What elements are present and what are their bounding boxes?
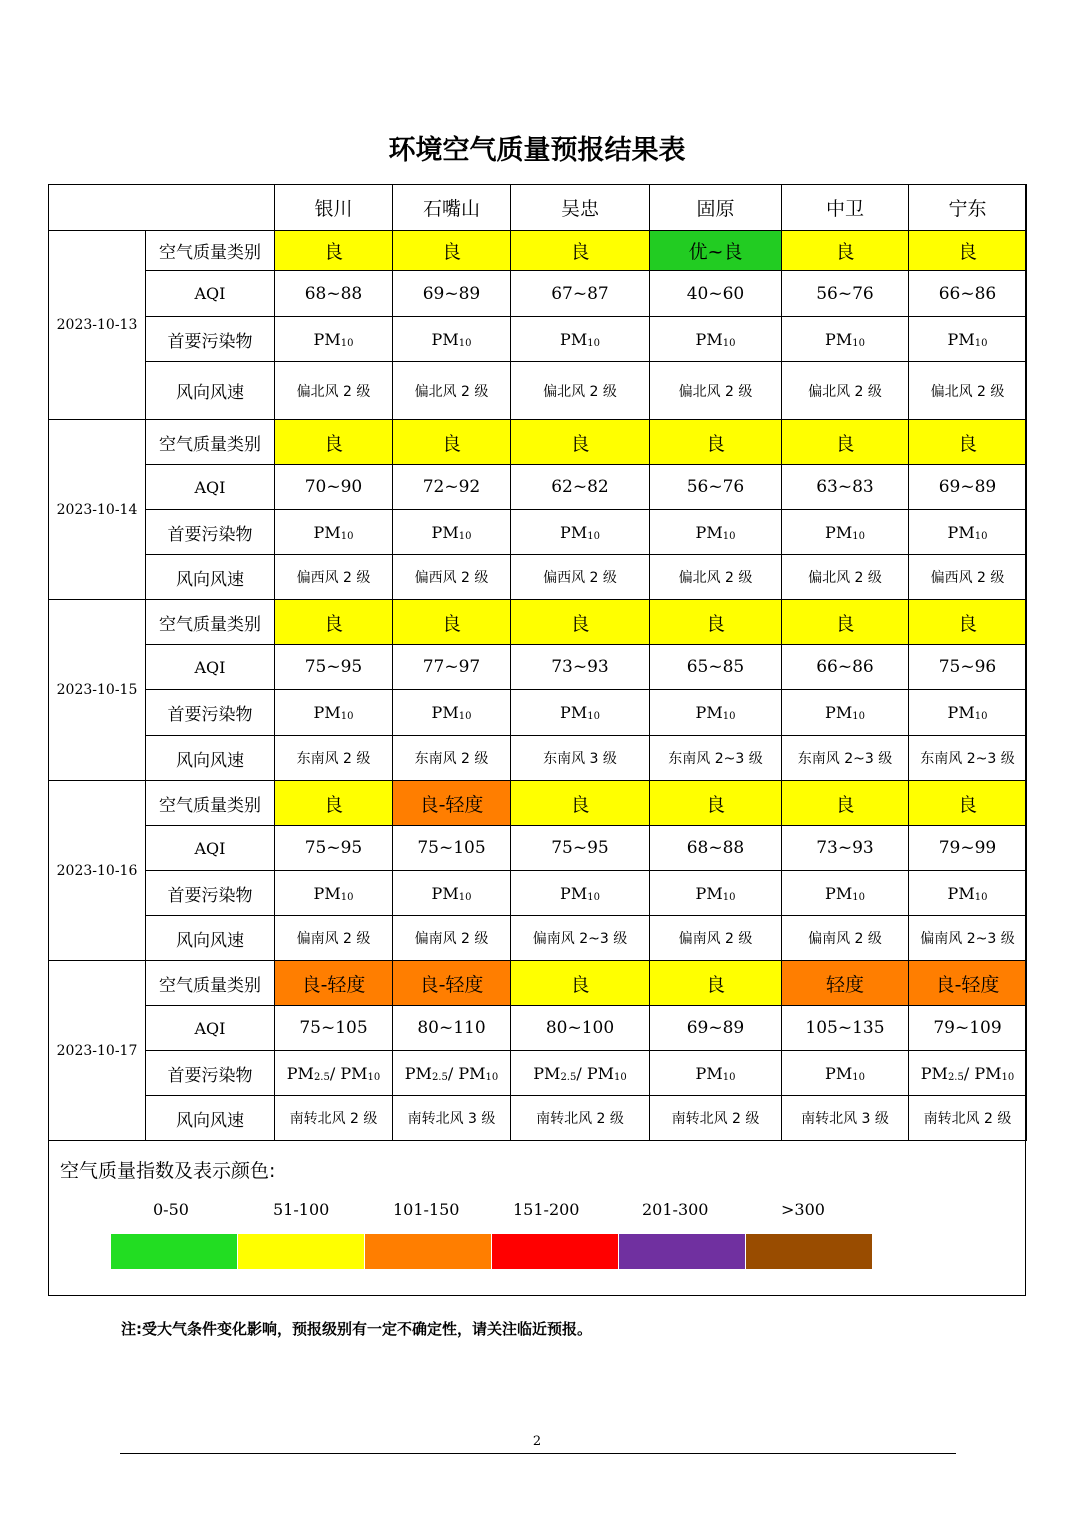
- aqi-cell: 69~89: [909, 465, 1027, 510]
- wind-cell: 偏西风 2 级: [511, 555, 650, 600]
- legend-range-label: 151-200: [513, 1200, 580, 1219]
- city-header: 宁东: [909, 185, 1027, 231]
- row-label-wind: 风向风速: [146, 555, 275, 600]
- aqi-cell: 75~95: [275, 645, 393, 690]
- page-number: 2: [532, 1434, 542, 1449]
- pollutant-subscript: 10: [722, 530, 736, 542]
- pollutant-subscript: 10: [340, 530, 354, 542]
- grade-cell: 良: [393, 420, 511, 465]
- pollutant-subscript: 2.5: [313, 1071, 330, 1083]
- city-header: 固原: [650, 185, 782, 231]
- pollutant-name: PM: [695, 329, 723, 349]
- wind-cell: 偏南风 2 级: [275, 916, 393, 961]
- wind-cell: 偏北风 2 级: [275, 362, 393, 420]
- grade-cell: 良: [782, 231, 909, 271]
- pollutant-subscript: 10: [974, 337, 988, 349]
- aqi-cell: 75~105: [275, 1006, 393, 1051]
- pollutant-name: PM: [560, 329, 588, 349]
- grade-cell: 良: [909, 231, 1027, 271]
- row-label-aqi: AQI: [146, 271, 275, 317]
- wind-cell: 偏北风 2 级: [909, 362, 1027, 420]
- pollutant-subscript: 10: [458, 891, 472, 903]
- aqi-cell: 62~82: [511, 465, 650, 510]
- pollutant-name: PM: [695, 883, 723, 903]
- wind-cell: 南转北风 2 级: [909, 1096, 1027, 1141]
- wind-cell: 南转北风 2 级: [650, 1096, 782, 1141]
- wind-cell: 南转北风 2 级: [275, 1096, 393, 1141]
- grade-cell: 良-轻度: [393, 781, 511, 826]
- grade-cell: 良-轻度: [275, 961, 393, 1006]
- legend-color-swatch: [492, 1234, 618, 1269]
- pollutant-subscript: 10: [367, 1071, 381, 1083]
- grade-cell: 良: [275, 231, 393, 271]
- pollutant-subscript: 10: [485, 1071, 499, 1083]
- pollutant-subscript: 10: [852, 891, 865, 903]
- aqi-cell: 77~97: [393, 645, 511, 690]
- grade-cell: 良: [650, 600, 782, 645]
- grade-cell: 良: [782, 781, 909, 826]
- wind-cell: 偏北风 2 级: [650, 362, 782, 420]
- pollutant-name: / PM: [963, 1063, 1002, 1083]
- grade-cell: 优~良: [650, 231, 782, 271]
- page-title: 环境空气质量预报结果表: [388, 135, 686, 166]
- pollutant-name: PM: [825, 883, 853, 903]
- aqi-cell: 73~93: [782, 826, 909, 871]
- aqi-cell: 75~95: [275, 826, 393, 871]
- aqi-cell: 75~95: [511, 826, 650, 871]
- pollutant-name: PM: [825, 703, 853, 722]
- pollutant-name: PM: [825, 329, 853, 349]
- wind-cell: 南转北风 2 级: [511, 1096, 650, 1141]
- pollutant-name: PM: [947, 329, 975, 349]
- row-label-wind: 风向风速: [146, 362, 275, 420]
- pollutant-subscript: 10: [340, 711, 354, 722]
- pollutant-name: PM: [313, 703, 341, 722]
- grade-cell: 良: [782, 600, 909, 645]
- legend-range-label: 0-50: [153, 1200, 189, 1219]
- aqi-cell: 63~83: [782, 465, 909, 510]
- aqi-cell: 68~88: [275, 271, 393, 317]
- pollutant-subscript: 10: [587, 530, 600, 542]
- wind-cell: 偏北风 2 级: [782, 362, 909, 420]
- date-cell: 2023-10-15: [49, 600, 146, 781]
- wind-cell: 偏西风 2 级: [393, 555, 511, 600]
- row-label-grade: 空气质量类别: [146, 231, 275, 271]
- pollutant-name: PM: [431, 703, 459, 722]
- pollutant-subscript: 10: [340, 891, 354, 903]
- pollutant-subscript: 10: [722, 1071, 736, 1083]
- grade-cell: 良: [511, 420, 650, 465]
- pollutant-name: PM: [560, 703, 588, 722]
- wind-cell: 东南风 2~3 级: [909, 736, 1027, 781]
- aqi-cell: 72~92: [393, 465, 511, 510]
- grade-cell: 良: [511, 961, 650, 1006]
- aqi-cell: 69~89: [393, 271, 511, 317]
- pollutant-name: PM: [286, 1063, 314, 1083]
- grade-cell: 良: [650, 961, 782, 1006]
- pollutant-subscript: 10: [613, 1071, 627, 1083]
- pollutant-name: PM: [695, 703, 723, 722]
- legend-color-swatch: [111, 1234, 237, 1269]
- pollutant-name: PM: [404, 1063, 432, 1083]
- grade-cell: 良: [393, 231, 511, 271]
- pollutant-subscript: 10: [974, 711, 988, 722]
- pollutant-name: PM: [431, 522, 459, 542]
- row-label-wind: 风向风速: [146, 916, 275, 961]
- row-label-grade: 空气质量类别: [146, 961, 275, 1006]
- grade-cell: 良: [909, 781, 1027, 826]
- grade-cell: 良: [511, 231, 650, 271]
- pollutant-name: / PM: [576, 1063, 614, 1083]
- legend-range-label: 51-100: [273, 1200, 330, 1219]
- pollutant-subscript: 10: [974, 891, 988, 903]
- legend-title: 空气质量指数及表示颜色:: [60, 1160, 276, 1182]
- pollutant-subscript: 10: [722, 337, 736, 349]
- row-label-aqi: AQI: [146, 1006, 275, 1051]
- grade-cell: 良: [650, 420, 782, 465]
- pollutant-subscript: 2.5: [431, 1071, 448, 1083]
- row-label-aqi: AQI: [146, 826, 275, 871]
- grade-cell: 轻度: [782, 961, 909, 1006]
- grade-cell: 良: [393, 600, 511, 645]
- grade-cell: 良: [275, 781, 393, 826]
- aqi-cell: 79~99: [909, 826, 1027, 871]
- wind-cell: 偏北风 2 级: [393, 362, 511, 420]
- row-label-aqi: AQI: [146, 465, 275, 510]
- pollutant-subscript: 10: [852, 1071, 865, 1083]
- grade-cell: 良: [909, 600, 1027, 645]
- wind-cell: 偏南风 2 级: [393, 916, 511, 961]
- city-header: 吴忠: [511, 185, 650, 231]
- aqi-cell: 75~96: [909, 645, 1027, 690]
- pollutant-name: PM: [533, 1063, 561, 1083]
- row-label-pollutant: 首要污染物: [146, 1051, 275, 1096]
- aqi-cell: 80~100: [511, 1006, 650, 1051]
- wind-cell: 偏南风 2 级: [650, 916, 782, 961]
- legend-range-label: >300: [781, 1200, 825, 1219]
- table-frame: [48, 184, 1026, 1296]
- pollutant-name: PM: [313, 329, 341, 349]
- row-label-grade: 空气质量类别: [146, 781, 275, 826]
- grade-cell: 良: [511, 600, 650, 645]
- date-cell: 2023-10-14: [49, 420, 146, 600]
- row-label-pollutant: 首要污染物: [146, 690, 275, 736]
- aqi-cell: 67~87: [511, 271, 650, 317]
- grade-cell: 良-轻度: [393, 961, 511, 1006]
- wind-cell: 偏南风 2~3 级: [909, 916, 1027, 961]
- pollutant-subscript: 10: [458, 711, 472, 722]
- city-header: 石嘴山: [393, 185, 511, 231]
- pollutant-subscript: 10: [974, 530, 988, 542]
- legend-range-label: 201-300: [642, 1200, 709, 1219]
- wind-cell: 南转北风 3 级: [393, 1096, 511, 1141]
- legend-color-swatch: [746, 1234, 872, 1269]
- aqi-cell: 73~93: [511, 645, 650, 690]
- pollutant-name: PM: [431, 883, 459, 903]
- pollutant-subscript: 10: [852, 711, 865, 722]
- city-header: 中卫: [782, 185, 909, 231]
- row-label-wind: 风向风速: [146, 1096, 275, 1141]
- wind-cell: 偏北风 2 级: [650, 555, 782, 600]
- grade-cell: 良: [275, 600, 393, 645]
- aqi-cell: 40~60: [650, 271, 782, 317]
- pollutant-name: PM: [825, 1063, 853, 1083]
- date-cell: 2023-10-17: [49, 961, 146, 1141]
- pollutant-name: PM: [313, 522, 341, 542]
- pollutant-subscript: 10: [722, 891, 736, 903]
- wind-cell: 东南风 3 级: [511, 736, 650, 781]
- aqi-cell: 66~86: [909, 271, 1027, 317]
- aqi-cell: 65~85: [650, 645, 782, 690]
- wind-cell: 偏南风 2 级: [782, 916, 909, 961]
- pollutant-subscript: 10: [340, 337, 354, 349]
- grade-cell: 良-轻度: [909, 961, 1027, 1006]
- pollutant-subscript: 10: [1001, 1071, 1015, 1083]
- row-label-aqi: AQI: [146, 645, 275, 690]
- aqi-cell: 79~109: [909, 1006, 1027, 1051]
- pollutant-name: PM: [695, 522, 723, 542]
- aqi-cell: 105~135: [782, 1006, 909, 1051]
- grade-cell: 良: [909, 420, 1027, 465]
- forecast-note: 注:受大气条件变化影响，预报级别有一定不确定性，请关注临近预报。: [121, 1320, 593, 1338]
- wind-cell: 偏南风 2~3 级: [511, 916, 650, 961]
- legend-color-swatch: [365, 1234, 491, 1269]
- wind-cell: 东南风 2~3 级: [650, 736, 782, 781]
- pollutant-subscript: 10: [852, 337, 865, 349]
- legend-color-swatch: [619, 1234, 745, 1269]
- date-cell: 2023-10-16: [49, 781, 146, 961]
- aqi-cell: 56~76: [650, 465, 782, 510]
- aqi-cell: 56~76: [782, 271, 909, 317]
- wind-cell: 偏北风 2 级: [511, 362, 650, 420]
- pollutant-name: PM: [825, 522, 853, 542]
- row-label-grade: 空气质量类别: [146, 420, 275, 465]
- legend-range-label: 101-150: [393, 1200, 460, 1219]
- aqi-cell: 66~86: [782, 645, 909, 690]
- pollutant-subscript: 10: [458, 530, 472, 542]
- aqi-cell: 69~89: [650, 1006, 782, 1051]
- pollutant-name: PM: [947, 703, 975, 722]
- row-label-wind: 风向风速: [146, 736, 275, 781]
- pollutant-name: / PM: [447, 1063, 486, 1083]
- date-cell: 2023-10-13: [49, 231, 146, 420]
- aqi-cell: 70~90: [275, 465, 393, 510]
- pollutant-subscript: 2.5: [947, 1071, 964, 1083]
- grade-cell: 良: [650, 781, 782, 826]
- pollutant-name: PM: [920, 1063, 948, 1083]
- pollutant-subscript: 10: [587, 891, 600, 903]
- wind-cell: 偏西风 2 级: [909, 555, 1027, 600]
- pollutant-subscript: 10: [587, 711, 600, 722]
- wind-cell: 东南风 2~3 级: [782, 736, 909, 781]
- wind-cell: 东南风 2 级: [275, 736, 393, 781]
- aqi-cell: 75~105: [393, 826, 511, 871]
- pollutant-subscript: 10: [722, 711, 736, 722]
- grade-cell: 良: [511, 781, 650, 826]
- pollutant-name: PM: [431, 329, 459, 349]
- aqi-cell: 68~88: [650, 826, 782, 871]
- row-label-pollutant: 首要污染物: [146, 317, 275, 362]
- pollutant-name: PM: [560, 883, 588, 903]
- legend-color-swatch: [238, 1234, 364, 1269]
- pollutant-subscript: 2.5: [560, 1071, 577, 1083]
- row-label-grade: 空气质量类别: [146, 600, 275, 645]
- aqi-cell: 80~110: [393, 1006, 511, 1051]
- pollutant-name: PM: [695, 1063, 723, 1083]
- grade-cell: 良: [782, 420, 909, 465]
- pollutant-name: PM: [947, 522, 975, 542]
- pollutant-name: PM: [947, 883, 975, 903]
- pollutant-subscript: 10: [587, 337, 600, 349]
- footer-rule: [120, 1453, 956, 1454]
- pollutant-name: PM: [313, 883, 341, 903]
- wind-cell: 偏西风 2 级: [275, 555, 393, 600]
- grade-cell: 良: [275, 420, 393, 465]
- pollutant-name: / PM: [329, 1063, 368, 1083]
- wind-cell: 偏北风 2 级: [782, 555, 909, 600]
- city-header: 银川: [275, 185, 393, 231]
- pollutant-subscript: 10: [458, 337, 472, 349]
- pollutant-subscript: 10: [852, 530, 865, 542]
- row-label-pollutant: 首要污染物: [146, 510, 275, 555]
- pollutant-name: PM: [560, 522, 588, 542]
- row-label-pollutant: 首要污染物: [146, 871, 275, 916]
- wind-cell: 东南风 2 级: [393, 736, 511, 781]
- wind-cell: 南转北风 3 级: [782, 1096, 909, 1141]
